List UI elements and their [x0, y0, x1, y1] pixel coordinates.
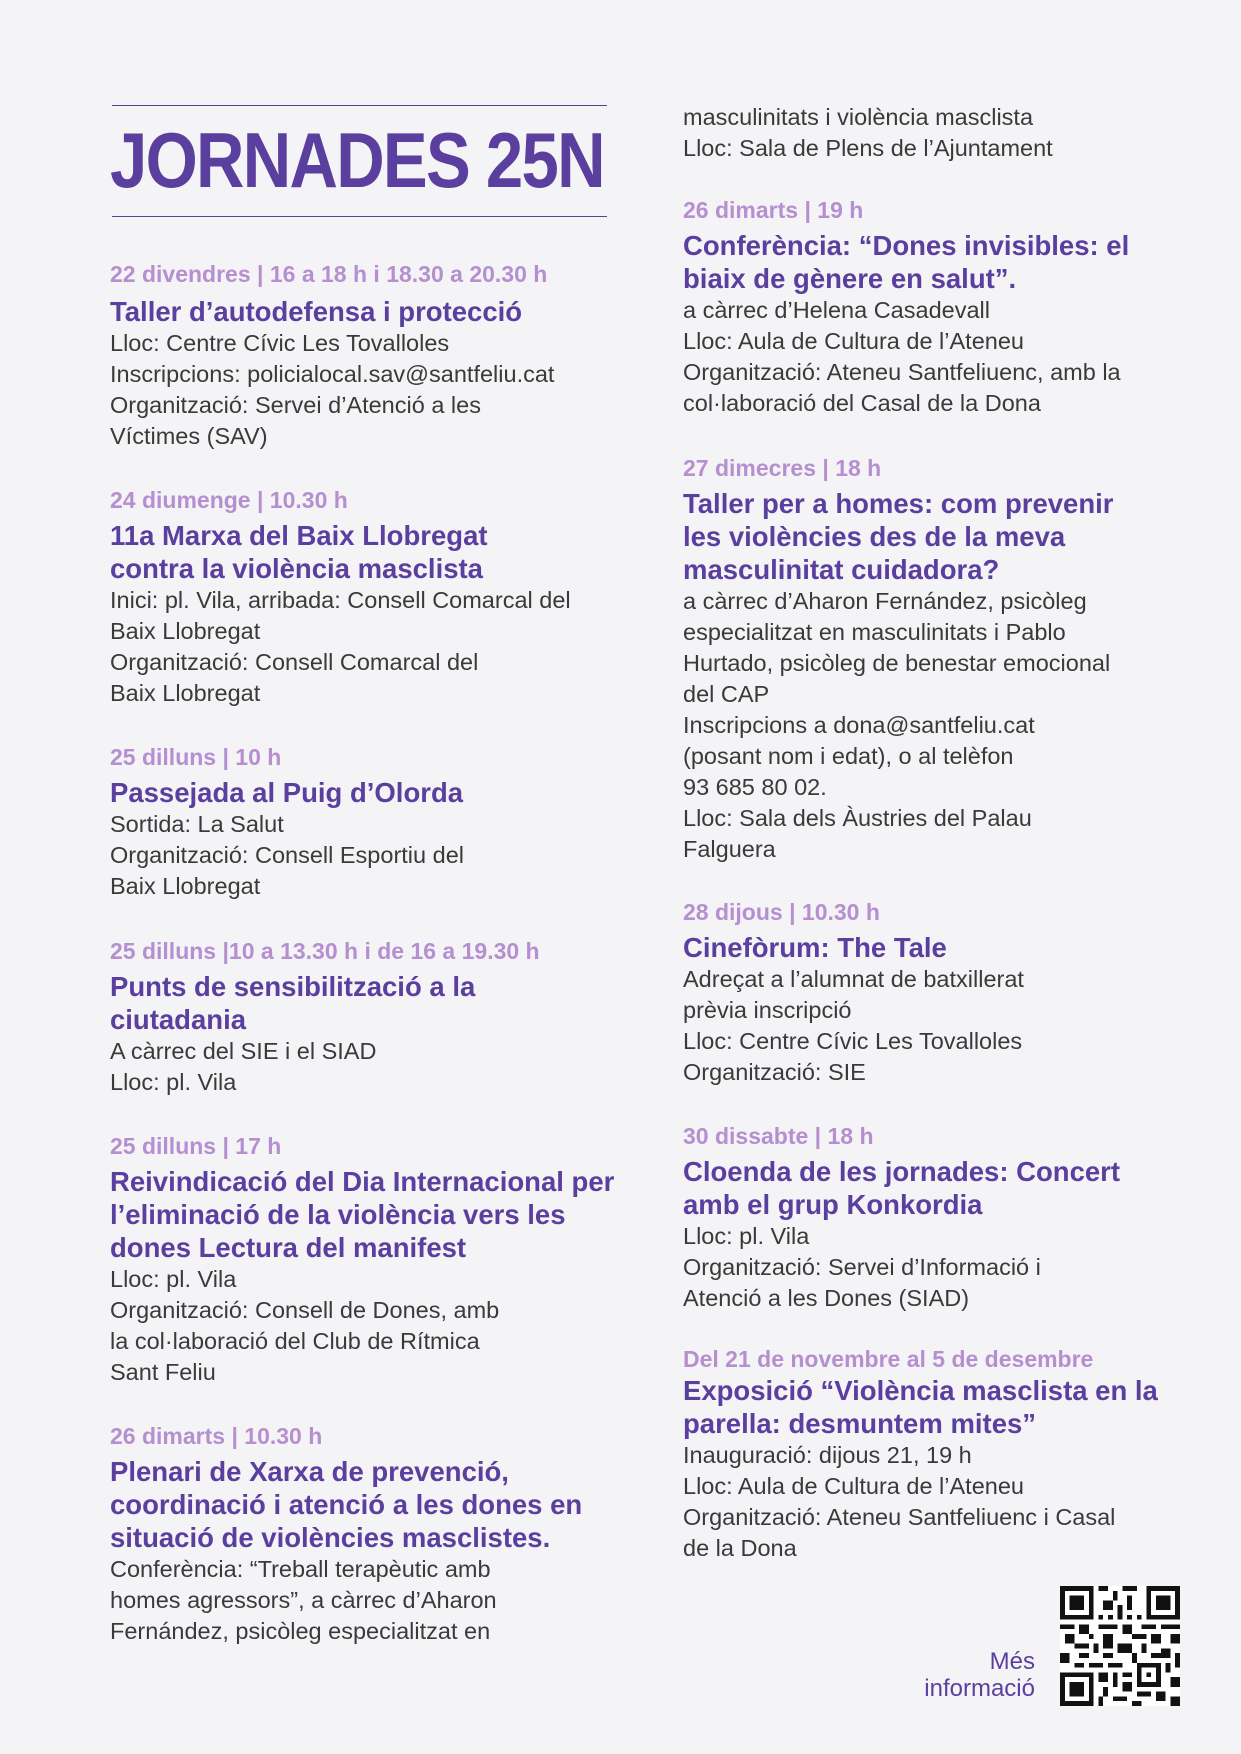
event-detail: Organització: Consell Comarcal del	[110, 649, 479, 675]
event-detail: Lloc: pl. Vila	[683, 1223, 810, 1249]
event-title: Punts de sensibilització a la ciutadania	[110, 971, 476, 1035]
event-title: Conferència: “Dones invisibles: el biaix de gènere en salut”.	[683, 230, 1130, 294]
event-detail: Inici: pl. Vila, arribada: Consell Comarcal del	[110, 587, 571, 613]
event-26-dimarts-19h	[683, 195, 1183, 419]
event-title: Passejada al Puig d’Olorda	[110, 777, 464, 808]
event-date: 28 dijous | 10.30 h	[683, 899, 880, 925]
event-detail: (posant nom i edat), o al telèfon	[683, 743, 1014, 769]
page-title: JORNADES 25N	[110, 116, 604, 204]
event-28-dijous	[683, 897, 1183, 1088]
event-detail: Inscripcions a dona@santfeliu.cat	[683, 712, 1035, 738]
event-detail: Lloc: Aula de Cultura de l’Ateneu	[683, 1473, 1024, 1499]
qr-code-icon[interactable]	[1060, 1586, 1180, 1706]
event-detail: Organització: Consell de Dones, amb	[110, 1297, 500, 1323]
event-detail: homes agressors”, a càrrec d’Aharon	[110, 1587, 497, 1613]
event-detail: a càrrec d’Helena Casadevall	[683, 297, 990, 323]
event-detail: Hurtado, psicòleg de benestar emocional	[683, 650, 1111, 676]
event-detail: col·laboració del Casal de la Dona	[683, 390, 1041, 416]
event-detail: del CAP	[683, 681, 770, 707]
event-detail: la col·laboració del Club de Rítmica	[110, 1328, 480, 1354]
event-detail: Lloc: Sala dels Àustries del Palau	[683, 805, 1032, 831]
event-date: 25 dilluns |10 a 13.30 h i de 16 a 19.30 h	[110, 938, 540, 964]
event-detail: Organització: SIE	[683, 1059, 866, 1085]
event-title: Plenari de Xarxa de prevenció, coordinació i atenció a les dones en situació de violències masclistes.	[110, 1456, 583, 1553]
event-detail: Lloc: Centre Cívic Les Tovalloles	[110, 330, 450, 356]
event-27-dimecres	[683, 453, 1183, 865]
event-title: Taller per a homes: com prevenir les violències des de la meva masculinitat cuidadora?	[683, 488, 1114, 585]
event-detail: Sortida: La Salut	[110, 811, 284, 837]
event-title: 11a Marxa del Baix Llobregat contra la violència masclista	[110, 520, 488, 584]
event-detail: Fernández, psicòleg especialitzat en	[110, 1618, 491, 1644]
event-title: Reivindicació del Dia Internacional per l’eliminació de la violència vers les dones Lectura del manifest	[110, 1166, 615, 1263]
event-detail: Organització: Ateneu Santfeliuenc i Casal	[683, 1504, 1116, 1530]
event-detail: Organització: Consell Esportiu del	[110, 842, 464, 868]
event-detail: Conferència: “Treball terapèutic amb	[110, 1556, 491, 1582]
more-info-link[interactable]	[880, 1648, 1035, 1702]
event-title: Cloenda de les jornades: Concert amb el grup Konkordia	[683, 1156, 1121, 1220]
event-detail: masculinitats i violència masclista	[683, 104, 1034, 130]
more-info-line: Més	[989, 1648, 1035, 1675]
event-date: 27 dimecres | 18 h	[683, 455, 882, 481]
event-detail: Falguera	[683, 836, 776, 862]
event-detail: Inscripcions: policialocal.sav@santfeliu.cat	[110, 361, 555, 387]
event-date: 25 dilluns | 17 h	[110, 1133, 282, 1159]
event-25-dilluns-10h	[110, 742, 630, 902]
event-date: 24 diumenge | 10.30 h	[110, 487, 348, 513]
event-detail: Organització: Ateneu Santfeliuenc, amb la	[683, 359, 1121, 385]
event-date: 25 dilluns | 10 h	[110, 744, 282, 770]
event-detail: Adreçat a l’alumnat de batxillerat	[683, 966, 1024, 992]
event-detail: especialitzat en masculinitats i Pablo	[683, 619, 1066, 645]
event-detail: Lloc: Aula de Cultura de l’Ateneu	[683, 328, 1024, 354]
event-detail: Baix Llobregat	[110, 618, 261, 644]
event-24-diumenge	[110, 485, 630, 709]
event-detail: Lloc: Centre Cívic Les Tovalloles	[683, 1028, 1023, 1054]
event-22-divendres	[110, 259, 630, 452]
event-continuation	[683, 102, 1183, 164]
event-26-dimarts-1030	[110, 1421, 630, 1647]
event-detail: Lloc: Sala de Plens de l’Ajuntament	[683, 135, 1053, 161]
event-detail: Lloc: pl. Vila	[110, 1266, 237, 1292]
event-25-dilluns-punts	[110, 936, 630, 1098]
more-info-line: informació	[924, 1675, 1035, 1702]
event-date: Del 21 de novembre al 5 de desembre	[683, 1346, 1094, 1372]
event-date: 22 divendres | 16 a 18 h i 18.30 a 20.30 h	[110, 261, 548, 287]
event-detail: Baix Llobregat	[110, 873, 261, 899]
event-date: 26 dimarts | 10.30 h	[110, 1423, 323, 1449]
event-detail: A càrrec del SIE i el SIAD	[110, 1038, 377, 1064]
event-30-dissabte	[683, 1121, 1183, 1314]
event-detail: Sant Feliu	[110, 1359, 216, 1385]
event-date: 26 dimarts | 19 h	[683, 197, 864, 223]
event-detail: Atenció a les Dones (SIAD)	[683, 1285, 970, 1311]
event-detail: a càrrec d’Aharon Fernández, psicòleg	[683, 588, 1087, 614]
event-title: Exposició “Violència masclista en la parella: desmuntem mites”	[683, 1375, 1158, 1439]
event-detail: Organització: Servei d’Informació i	[683, 1254, 1041, 1280]
title-block	[112, 105, 607, 217]
event-date: 30 dissabte | 18 h	[683, 1123, 874, 1149]
event-detail: Organització: Servei d’Atenció a les	[110, 392, 481, 418]
event-detail: prèvia inscripció	[683, 997, 852, 1023]
event-title: Taller d’autodefensa i protecció	[110, 296, 523, 327]
event-title: Cinefòrum: The Tale	[683, 932, 947, 963]
event-detail: Baix Llobregat	[110, 680, 261, 706]
event-detail: Lloc: pl. Vila	[110, 1069, 237, 1095]
event-exposicio	[683, 1344, 1183, 1564]
event-detail: Víctimes (SAV)	[110, 423, 268, 449]
event-detail: Inauguració: dijous 21, 19 h	[683, 1442, 972, 1468]
event-25-dilluns-17h	[110, 1131, 630, 1388]
event-detail: 93 685 80 02.	[683, 774, 827, 800]
event-detail: de la Dona	[683, 1535, 797, 1561]
